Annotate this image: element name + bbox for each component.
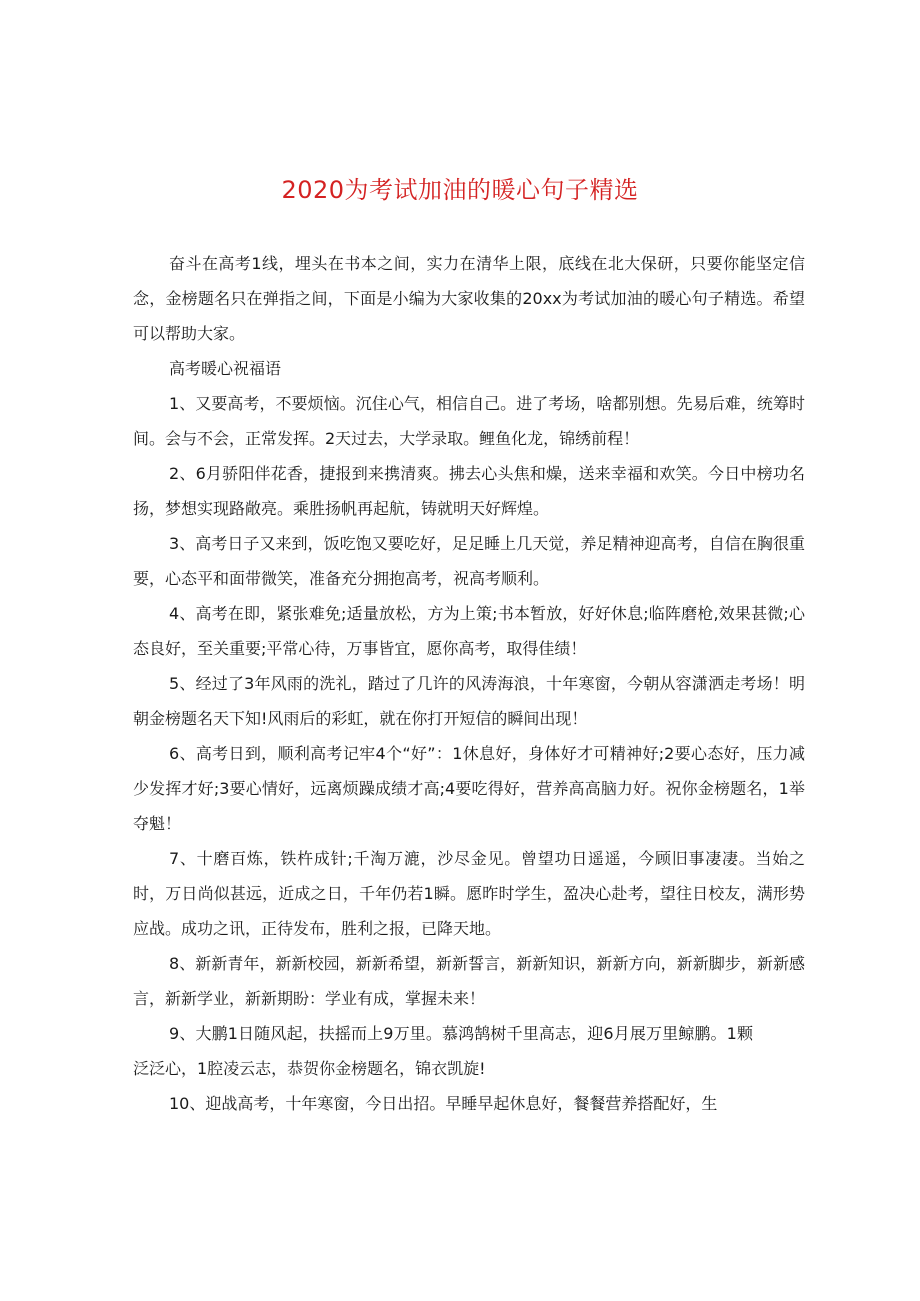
list-item: 1、又要高考，不要烦恼。沉住心气，相信自己。进了考场，啥都别想。先易后难，统筹时间。会与不会，正常发挥。2天过去，大学录取。鲤鱼化龙，锦绣前程！ xyxy=(133,394,805,448)
list-item: 10、迎战高考，十年寒窗，今日出招。早睡早起休息好，餐餐营养搭配好，生 xyxy=(169,1094,718,1113)
list-item: 4、高考在即，紧张难免;适量放松，方为上策;书本暂放，好好休息;临阵磨枪,效果甚微;心态良好，至关重要;平常心待，万事皆宜，愿你高考，取得佳绩！ xyxy=(133,604,805,658)
document-body xyxy=(133,246,805,1121)
list-item: 3、高考日子又来到，饭吃饱又要吃好，足足睡上几天觉，养足精神迎高考，自信在胸很重要，心态平和面带微笑，准备充分拥抱高考，祝高考顺利。 xyxy=(133,534,805,588)
section-heading: 高考暖心祝福语 xyxy=(169,359,282,378)
list-item: 5、经过了3年风雨的洗礼，踏过了几许的风涛海浪，十年寒窗，今朝从容潇洒走考场！明朝金榜题名天下知!风雨后的彩虹，就在你打开短信的瞬间出现！ xyxy=(133,674,805,728)
list-item: 9、大鹏1日随风起，扶摇而上9万里。慕鸿鹄树千里高志，迎6月展万里鲸鹏。1颗泛泛心，1腔凌云志，恭贺你金榜题名，锦衣凯旋! xyxy=(133,1024,753,1078)
intro-paragraph: 奋斗在高考1线，埋头在书本之间，实力在清华上限，底线在北大保研，只要你能坚定信念，金榜题名只在弹指之间，下面是小编为大家收集的20xx为考试加油的暖心句子精选。希望可以帮助大家。 xyxy=(133,254,805,343)
list-item: 8、新新青年，新新校园，新新希望，新新誓言，新新知识，新新方向，新新脚步，新新感言，新新学业，新新期盼：学业有成，掌握未来！ xyxy=(133,954,805,1008)
list-item: 2、6月骄阳伴花香，捷报到来携清爽。拂去心头焦和燥，送来幸福和欢笑。今日中榜功名扬，梦想实现路敞亮。乘胜扬帆再起航，铸就明天好辉煌。 xyxy=(133,464,805,518)
list-item: 7、十磨百炼，铁杵成针;千淘万漉，沙尽金见。曾望功日遥遥，今顾旧事凄凄。当始之时，万日尚似甚远，近成之日，千年仍若1瞬。愿昨时学生，盈决心赴考，望往日校友，满形势应战。成功之讯，正待发布，胜利之报，已降天地。 xyxy=(133,849,805,938)
list-item: 6、高考日到，顺利高考记牢4个“好”：1休息好，身体好才可精神好;2要心态好，压力减少发挥才好;3要心情好，远离烦躁成绩才高;4要吃得好，营养高高脑力好。祝你金榜题名，1举夺魁！ xyxy=(133,744,805,833)
document-title: 2020为考试加油的暖心句子精选 xyxy=(281,176,639,204)
